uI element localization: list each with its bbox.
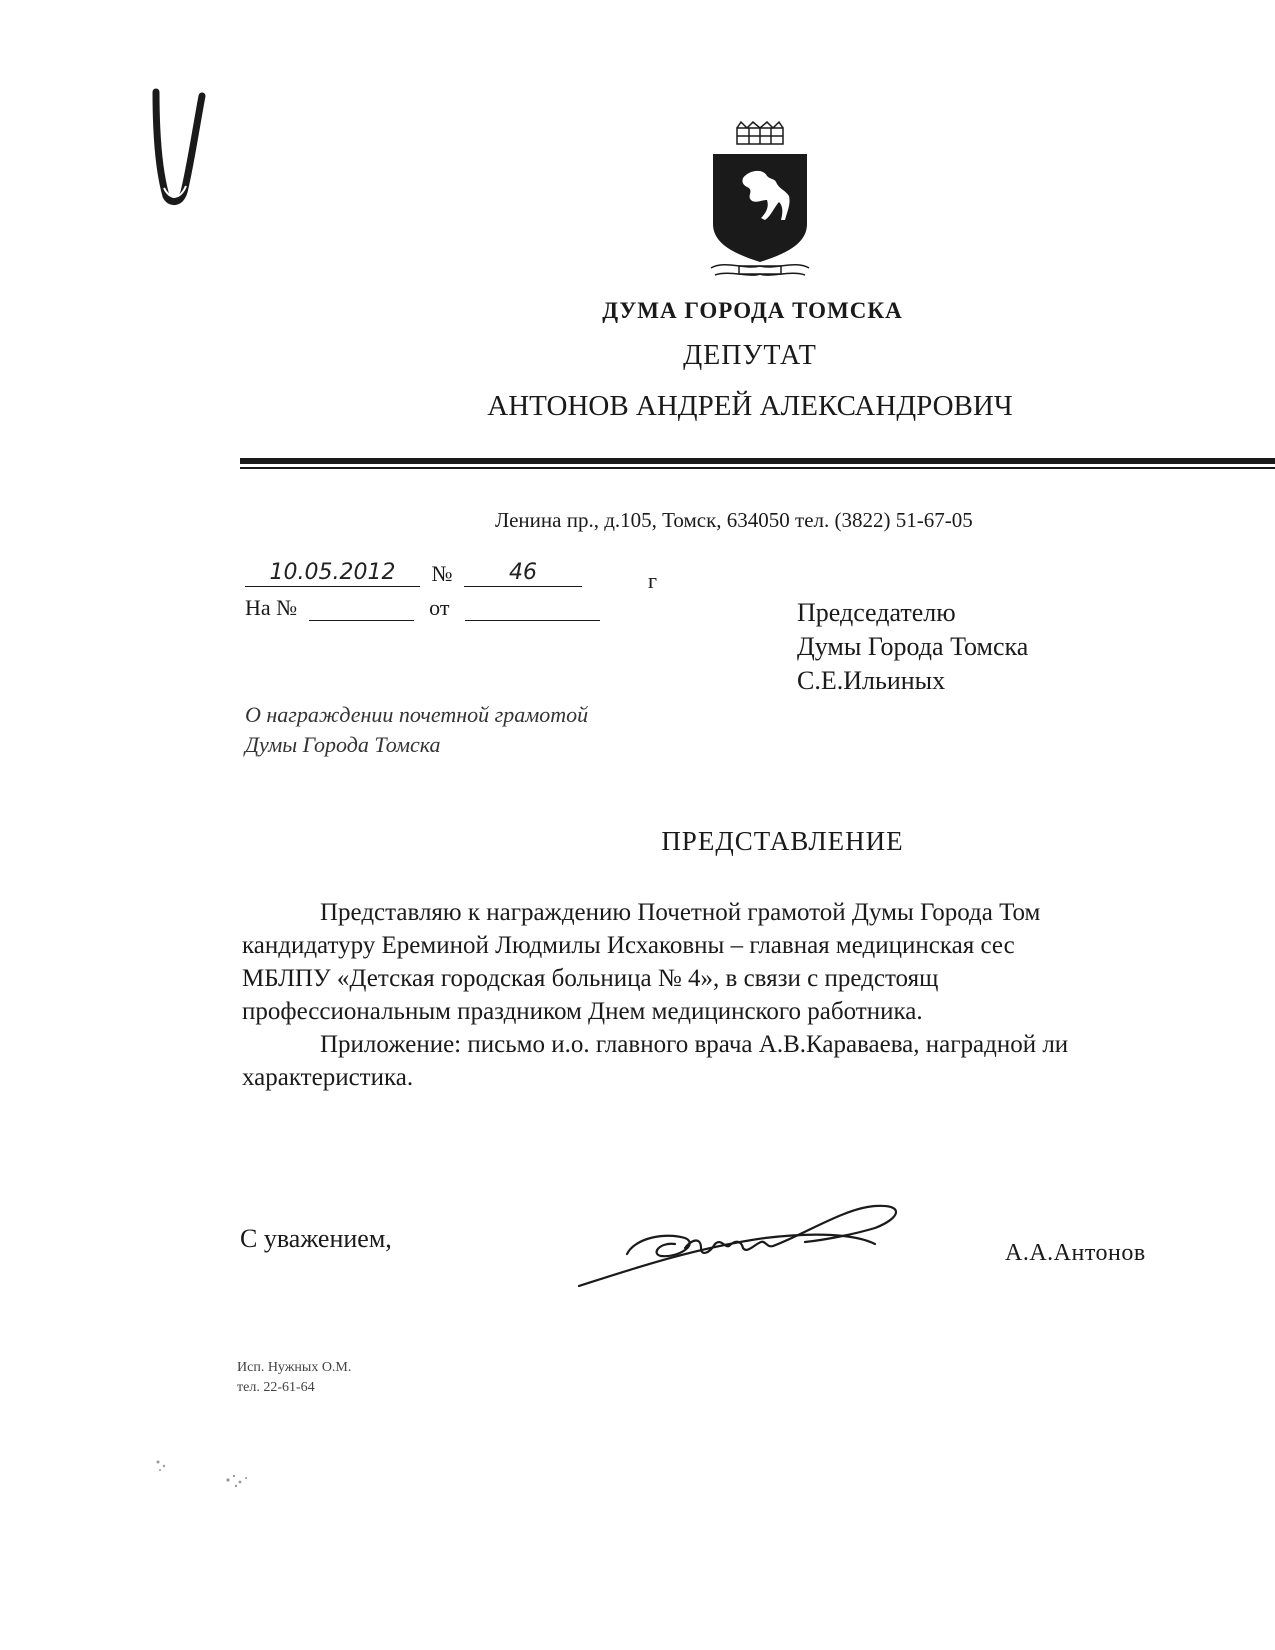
subject-line-2: Думы Города Томска bbox=[245, 732, 441, 757]
organization-name: ДУМА ГОРОДА ТОМСКА bbox=[602, 298, 903, 323]
body-line: профессиональным праздником Днем медицинского работника. bbox=[242, 998, 923, 1025]
document-body bbox=[242, 896, 1275, 1094]
reply-number-blank bbox=[309, 594, 414, 621]
body-line: характеристика. bbox=[242, 1064, 414, 1091]
registration-date: 10.05.2012 bbox=[245, 560, 420, 587]
scan-speckle-marks bbox=[150, 1450, 290, 1500]
deputy-position: ДЕПУТАТ bbox=[683, 340, 817, 371]
executor-block bbox=[237, 1358, 351, 1398]
subject-line bbox=[245, 700, 588, 760]
registration-number-label: № bbox=[431, 561, 453, 586]
reply-reference bbox=[245, 594, 600, 621]
addressee-block bbox=[797, 596, 1028, 698]
closing-salutation: С уважением, bbox=[240, 1224, 392, 1253]
header-divider-thin bbox=[240, 467, 1275, 469]
outgoing-registration bbox=[245, 560, 582, 587]
reply-number-label: На № bbox=[245, 595, 298, 620]
registration-number: 46 bbox=[464, 560, 582, 587]
document-title: ПРЕДСТАВЛЕНИЕ bbox=[661, 826, 904, 856]
reply-date-blank bbox=[465, 594, 600, 621]
year-suffix: г bbox=[648, 568, 658, 593]
contact-address: Ленина пр., д.105, Томск, 634050 тел. (3822) 51-67-05 bbox=[495, 508, 973, 532]
header-divider-thick bbox=[240, 458, 1275, 464]
subject-line-1: О награждении почетной грамотой bbox=[245, 702, 589, 727]
body-line: МБЛПУ «Детская городская больница № 4», в связи с предстоящ bbox=[242, 965, 939, 992]
body-line: кандидатуру Ереминой Людмилы Исхаковны – главная медицинская сес bbox=[242, 932, 1015, 959]
body-line: Представляю к награждению Почетной грамотой Думы Города Том bbox=[320, 899, 1041, 926]
body-line: Приложение: письмо и.о. главного врача А.В.Караваева, наградной ли bbox=[320, 1031, 1069, 1058]
addressee-line-2: Думы Города Томска bbox=[797, 632, 1029, 661]
executor-name: Исп. Нужных О.М. bbox=[237, 1360, 352, 1375]
executor-phone: тел. 22-61-64 bbox=[237, 1380, 315, 1395]
addressee-line-1: Председателю bbox=[797, 598, 956, 627]
tomsk-coat-of-arms-icon bbox=[705, 120, 815, 285]
handwritten-check-mark bbox=[150, 88, 220, 208]
deputy-name: АНТОНОВ АНДРЕЙ АЛЕКСАНДРОВИЧ bbox=[487, 390, 1013, 422]
signatory-name: А.А.Антонов bbox=[1005, 1240, 1146, 1266]
reply-date-label: от bbox=[429, 595, 450, 620]
addressee-line-3: С.Е.Ильиных bbox=[797, 666, 946, 695]
handwritten-signature bbox=[575, 1198, 925, 1293]
